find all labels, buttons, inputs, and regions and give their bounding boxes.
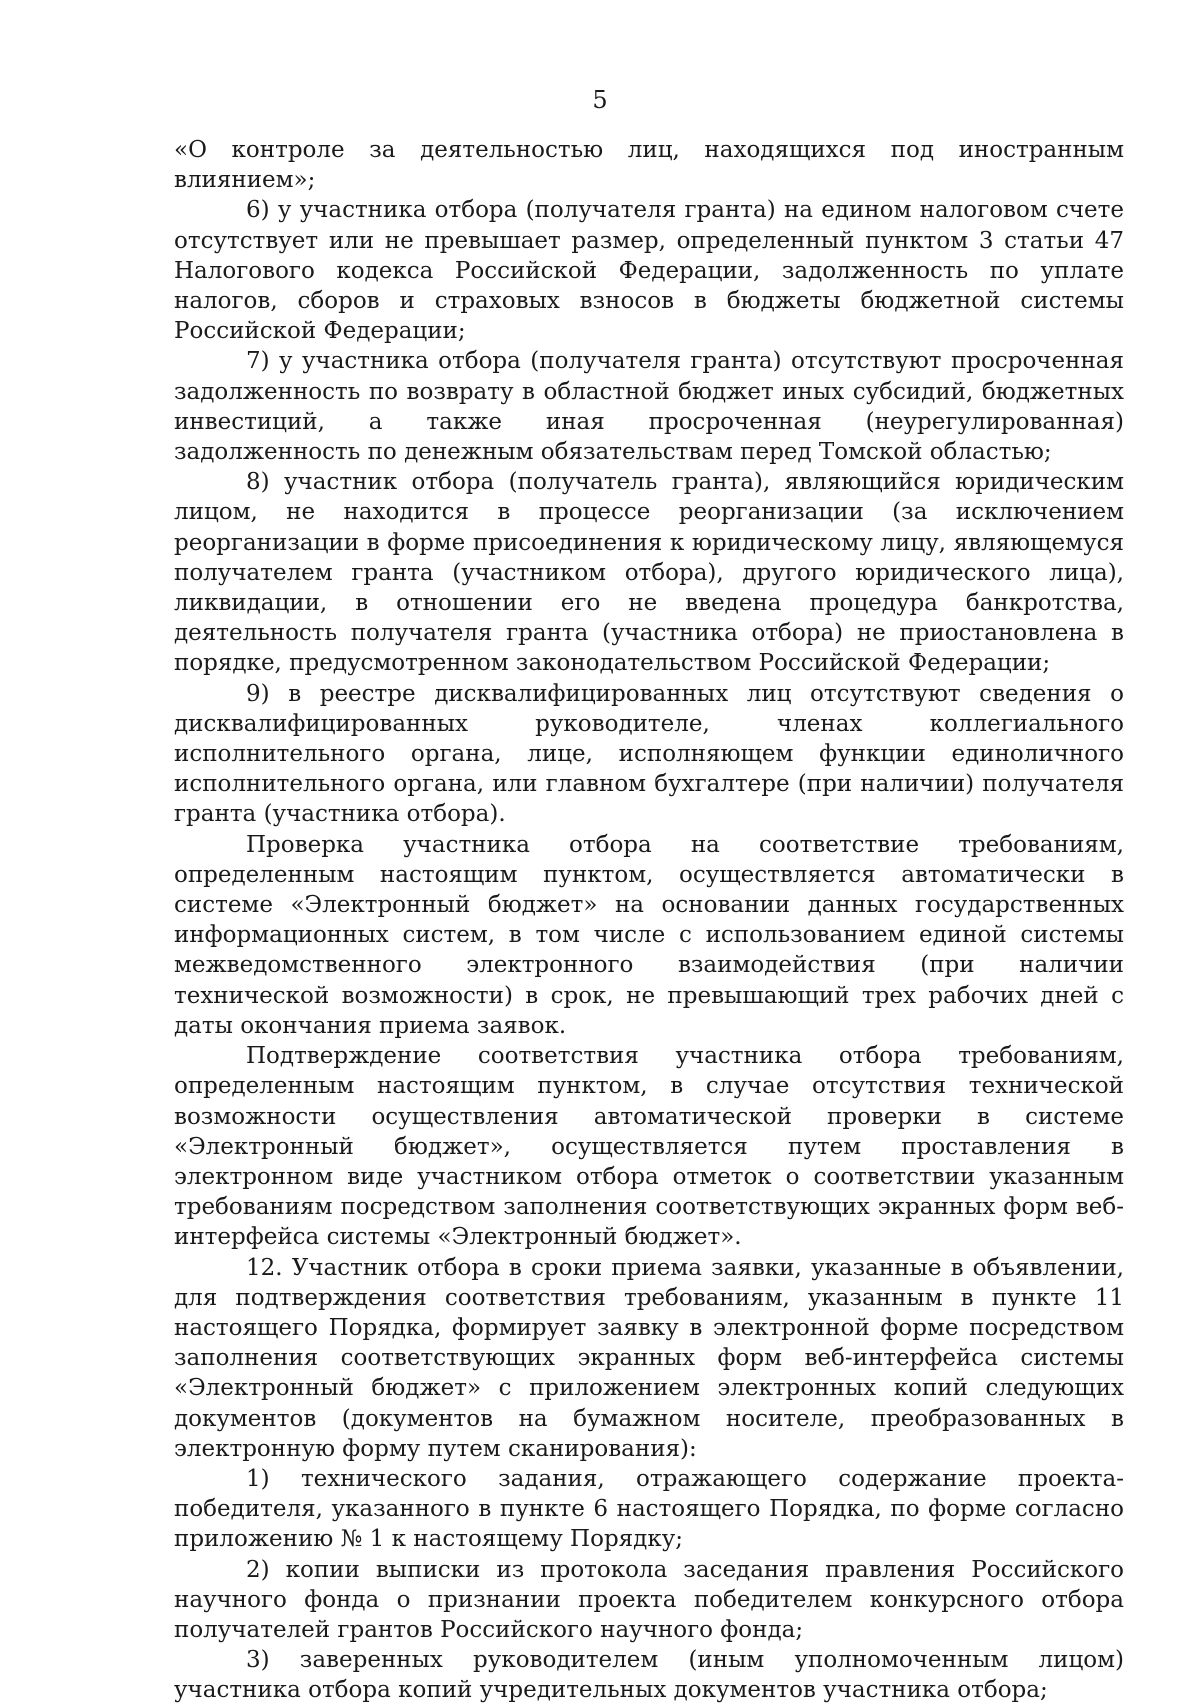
paragraph-clause-12: 12. Участник отбора в сроки приема заявки, указанные в объявлении, для подтверждения соответствия требованиям, указанным в пункте 11 настоящего Порядка, формирует заявку в электронной форме посредством заполнения соответствующих экранных форм веб-интерфейса системы «Электронный бюджет» с приложением электронных копий следующих документов (документов на бумажном носителе, преобразованных в электронную форму путем сканирования): — [174, 1254, 1124, 1462]
page-number: 5 — [592, 86, 608, 114]
paragraph-item-8: 8) участник отбора (получатель гранта), являющийся юридическим лицом, не находится в процессе реорганизации (за исключением реорганизации в форме присоединения к юридическому лицу, являющемуся получателем гранта (участником отбора), другого юридического лица), ликвидации, в отношении его не введена процедура банкротства, деятельность получателя гранта (участника отбора) не приостановлена в порядке, предусмотренном законодательством Российской Федерации; — [174, 469, 1124, 677]
paragraph-item-9: 9) в реестре дисквалифицированных лиц отсутствуют сведения о дисквалифицированных руководителе, членах коллегиального исполнительного органа, лице, исполняющем функции единоличного исполнительного органа, или главном бухгалтере (при наличии) получателя гранта (участника отбора). — [174, 680, 1124, 828]
paragraph-doc-2: 2) копии выписки из протокола заседания правления Российского научного фонда о признании проекта победителем конкурсного отбора получателей грантов Российского научного фонда; — [174, 1556, 1124, 1643]
document-body — [174, 135, 1124, 1706]
paragraph-item-6: 6) у участника отбора (получателя гранта) на едином налоговом счете отсутствует или не превышает размер, определенный пунктом 3 статьи 47 Налогового кодекса Российской Федерации, задолженность по уплате налогов, сборов и страховых взносов в бюджеты бюджетной системы Российской Федерации; — [174, 197, 1124, 345]
paragraph-verification: Проверка участника отбора на соответствие требованиям, определенным настоящим пунктом, осуществляется автоматически в системе «Электронный бюджет» на основании данных государственных информационных систем, в том числе с использованием единой системы межведомственного электронного взаимодействия (при наличии технической возможности) в срок, не превышающий трех рабочих дней с даты окончания приема заявок. — [174, 831, 1124, 1039]
paragraph-continuation: «О контроле за деятельностью лиц, находящихся под иностранным влиянием»; — [174, 137, 1124, 194]
paragraph-confirmation: Подтверждение соответствия участника отбора требованиям, определенным настоящим пунктом, в случае отсутствия технической возможности осуществления автоматической проверки в системе «Электронный бюджет», осуществляется путем проставления в электронном виде участником отбора отметок о соответствии указанным требованиям посредством заполнения соответствующих экранных форм веб-интерфейса системы «Электронный бюджет». — [174, 1043, 1124, 1251]
paragraph-item-7: 7) у участника отбора (получателя гранта) отсутствуют просроченная задолженность по возврату в областной бюджет иных субсидий, бюджетных инвестиций, а также иная просроченная (неурегулированная) задолженность по денежным обязательствам перед Томской областью; — [174, 348, 1124, 466]
paragraph-doc-3: 3) заверенных руководителем (иным уполномоченным лицом) участника отбора копий учредительных документов участника отбора; — [174, 1647, 1124, 1704]
paragraph-doc-1: 1) технического задания, отражающего содержание проекта-победителя, указанного в пункте 6 настоящего Порядка, по форме согласно приложению № 1 к настоящему Порядку; — [174, 1465, 1124, 1553]
